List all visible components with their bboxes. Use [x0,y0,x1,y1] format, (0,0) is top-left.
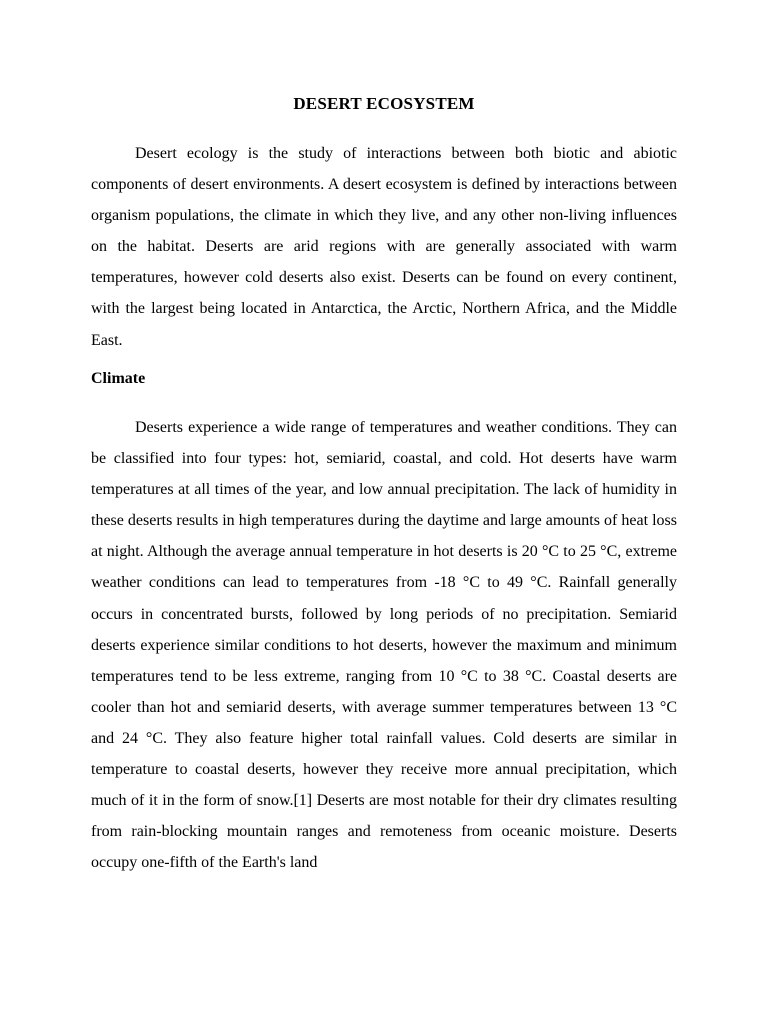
section-heading-climate: Climate [91,370,146,387]
intro-paragraph: Desert ecology is the study of interactions between both biotic and abiotic components of desert environments. A desert ecosystem is defined by interactions between organism populations, the climate in which they live, and any other non-living influences on the habitat. Deserts are arid regions with are generally associated with warm temperatures, however cold deserts also exist. Deserts can be found on every continent, with the largest being located in Antarctica, the Arctic, Northern Africa, and the Middle East. [91,145,677,349]
document-title: DESERT ECOSYSTEM [293,94,475,113]
climate-paragraph: Deserts experience a wide range of temperatures and weather conditions. They can be classified into four types: hot, semiarid, coastal, and cold. Hot deserts have warm temperatures at all times of the year, and low annual precipitation. The lack of humidity in these deserts results in high temperatures during the daytime and large amounts of heat loss at night. Although the average annual temperature in hot deserts is 20 °C to 25 °C, extreme weather conditions can lead to temperatures from -18 °C to 49 °C. Rainfall generally occurs in concentrated bursts, followed by long periods of no precipitation. Semiarid deserts experience similar conditions to hot deserts, however the maximum and minimum temperatures tend to be less extreme, ranging from 10 °C to 38 °C. Coastal deserts are cooler than hot and semiarid deserts, with average summer temperatures between 13 °C and 24 °C. They also feature higher total rainfall values. Cold deserts are similar in temperature to coastal deserts, however they receive more annual precipitation, which much of it in the form of snow.[1] Deserts are most notable for their dry climates resulting from rain-blocking mountain ranges and remoteness from oceanic moisture. Deserts occupy one-fifth of the Earth's land [91,419,677,872]
